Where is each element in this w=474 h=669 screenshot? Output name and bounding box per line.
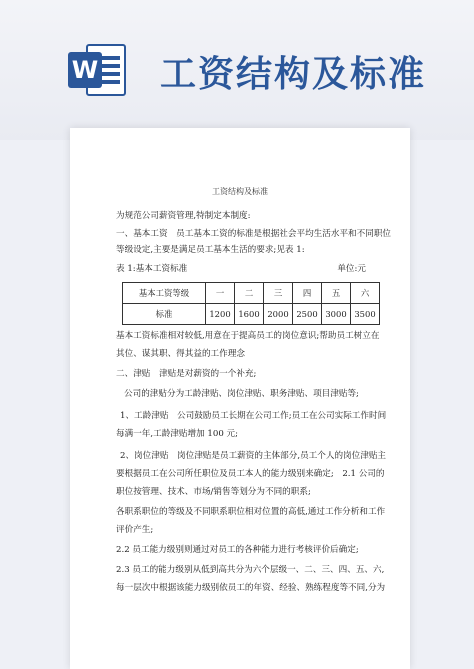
standard-value: 3000 <box>322 304 351 325</box>
word-icon <box>68 40 126 100</box>
grade-cell: 三 <box>264 283 293 304</box>
grade-cell: 五 <box>322 283 351 304</box>
ability-tiers-line2: 每一层次中根据该能力级别依员工的年资、经验、熟练程度等不同,分为 <box>116 583 386 593</box>
banner-title: 工资结构及标准 <box>160 54 427 95</box>
word-icon-tile: W <box>68 52 102 88</box>
standard-value: 2500 <box>293 304 322 325</box>
seniority-line2: 每满一年,工龄津贴增加 100 元; <box>116 429 239 439</box>
position-line3: 职位按管理、技术、市场/销售等划分为不同的职系; <box>116 487 311 497</box>
document-page <box>70 128 410 669</box>
table-caption <box>116 261 366 277</box>
table-caption-unit: 单位:元 <box>337 264 366 274</box>
grade-cell: 一 <box>206 283 235 304</box>
position-line2: 要根据员工在公司所任职位及员工本人的能力级别来确定; 2.1 公司的 <box>116 469 385 479</box>
grade-cell: 二 <box>235 283 264 304</box>
section2-heading: 二、津贴 津贴是对薪资的一个补充; <box>116 369 257 379</box>
ability-level-paragraph: 2.2 员工能力级别则通过对员工的各种能力进行考核评价后确定; <box>116 545 359 555</box>
position-line4: 各职系职位的等级及不同职系职位相对位置的高低,通过工作分析和工作 <box>116 507 386 517</box>
standard-value: 1600 <box>235 304 264 325</box>
section1-line1: 一、基本工资 员工基本工资的标准是根据社会平均生活水平和不同职位 <box>116 229 392 239</box>
intro-paragraph: 为规范公司薪资管理,特制定本制度: <box>116 211 251 221</box>
grade-cell: 六 <box>351 283 380 304</box>
position-line5: 评价产生; <box>116 525 154 535</box>
standard-value: 3500 <box>351 304 380 325</box>
table-caption-title: 表 1:基本工资标准 <box>116 264 188 274</box>
allowance-types: 公司的津贴分为工龄津贴、岗位津贴、职务津贴、项目津贴等; <box>124 389 359 399</box>
section1-line2: 等级设定,主要是满足员工基本生活的要求;见表 1: <box>116 245 305 255</box>
seniority-line1: 1、工龄津贴 公司鼓励员工长期在公司工作;员工在公司实际工作时间 <box>120 411 387 421</box>
standard-label: 标准 <box>123 304 206 325</box>
ability-tiers-line1: 2.3 员工的能力级别从低到高共分为六个层级一、二、三、四、五、六, <box>116 565 385 575</box>
standard-value: 2000 <box>264 304 293 325</box>
section1-note-line1: 基本工资标准相对较低,用意在于提高员工的岗位意识;帮助员工树立在 <box>116 331 380 341</box>
section1-note-line2: 其位、谋其职、得其益的工作理念 <box>116 349 245 359</box>
position-line1: 2、岗位津贴 岗位津贴是员工薪资的主体部分,员工个人的岗位津贴主 <box>120 451 387 461</box>
table-row-grades <box>123 283 380 304</box>
document-title: 工资结构及标准 <box>212 187 268 196</box>
banner <box>0 0 474 140</box>
grade-header-label: 基本工资等级 <box>123 283 206 304</box>
table-row-standard <box>123 304 380 325</box>
salary-table <box>122 282 380 325</box>
grade-cell: 四 <box>293 283 322 304</box>
standard-value: 1200 <box>206 304 235 325</box>
